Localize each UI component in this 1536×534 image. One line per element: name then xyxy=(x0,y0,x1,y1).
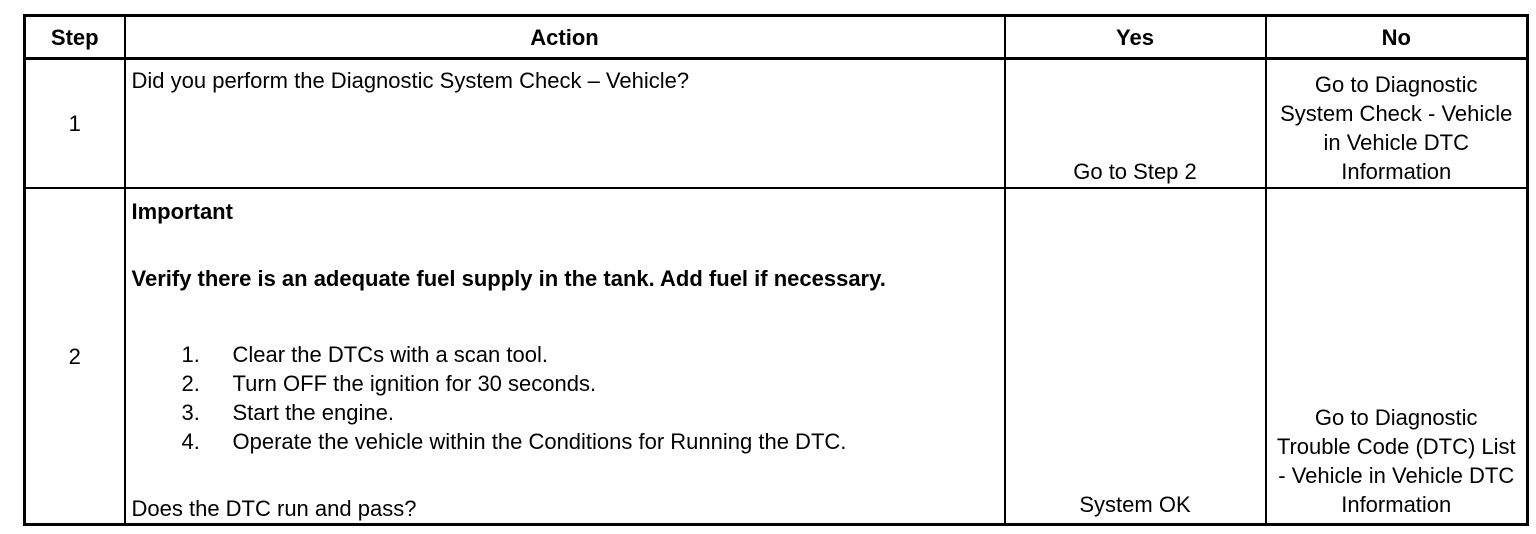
list-item-text: Start the engine. xyxy=(232,400,394,425)
list-item xyxy=(182,340,998,369)
list-item-number: 2. xyxy=(181,371,200,396)
no-cell xyxy=(1266,59,1528,189)
yes-cell xyxy=(1005,59,1266,189)
list-item-text: Clear the DTCs with a scan tool. xyxy=(232,342,548,367)
list-item-number: 1. xyxy=(181,342,200,367)
list-item xyxy=(182,369,998,398)
header-action: Action xyxy=(125,16,1005,59)
important-text: Verify there is an adequate fuel supply in the tank. Add fuel if necessary. xyxy=(131,266,886,291)
table-header-row xyxy=(25,16,1528,59)
table-row xyxy=(25,59,1528,189)
no-cell xyxy=(1266,188,1528,525)
important-label: Important xyxy=(131,199,233,224)
no-result: Go to Diagnostic System Check - Vehicle in Vehicle DTC Information xyxy=(1280,72,1513,184)
header-step: Step xyxy=(25,16,125,59)
no-result: Go to Diagnostic Trouble Code (DTC) List - Vehicle in Vehicle DTC Information xyxy=(1276,405,1516,517)
list-item-text: Turn OFF the ignition for 30 seconds. xyxy=(232,371,597,396)
list-item-number: 4. xyxy=(181,429,200,454)
step-number: 1 xyxy=(25,59,125,189)
diagnostic-table xyxy=(23,14,1529,526)
yes-result: System OK xyxy=(1079,492,1191,517)
header-no: No xyxy=(1266,16,1528,59)
list-item-text: Operate the vehicle within the Conditions for Running the DTC. xyxy=(232,429,847,454)
yes-cell xyxy=(1005,188,1266,525)
procedure-list xyxy=(132,340,998,456)
list-item xyxy=(182,398,998,427)
list-item-number: 3. xyxy=(181,400,200,425)
header-yes: Yes xyxy=(1005,16,1266,59)
list-item xyxy=(182,427,998,456)
action-question: Did you perform the Diagnostic System Check – Vehicle? xyxy=(131,68,690,93)
table-row xyxy=(25,188,1528,525)
yes-result: Go to Step 2 xyxy=(1073,159,1197,184)
action-cell xyxy=(125,188,1005,525)
step-number: 2 xyxy=(25,188,125,525)
action-cell xyxy=(125,59,1005,189)
action-question: Does the DTC run and pass? xyxy=(131,496,417,521)
